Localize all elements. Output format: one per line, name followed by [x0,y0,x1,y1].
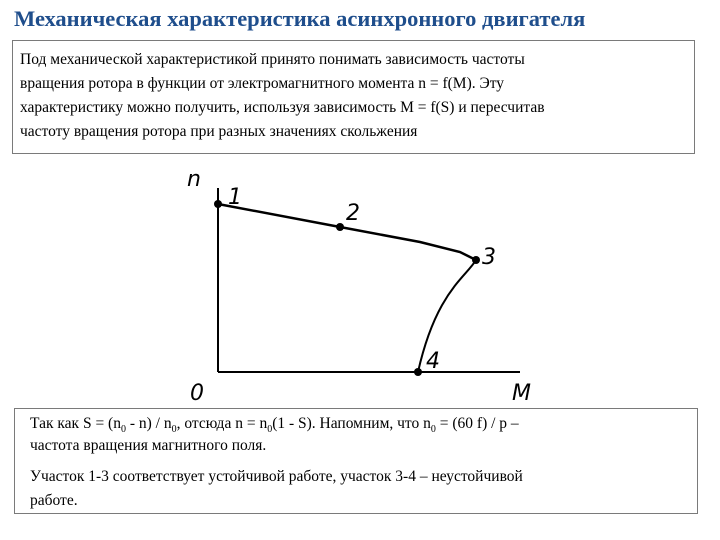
subscript: 0 [430,424,436,436]
formula-paragraph [30,413,690,457]
formula-text: = (60 f) / p – [435,415,519,432]
point-2-label: 2 [346,201,360,226]
y-axis-label: n [187,167,201,192]
intro-line: частоту вращения ротора при разных значениях скольжения [20,123,418,140]
point-1-label: 1 [228,185,242,210]
point-2-marker [336,223,344,231]
formula-text: (1 - S). Напомним, что n [272,415,431,432]
subscript: 0 [120,424,126,436]
section-paragraph [30,465,690,513]
formula-line [30,413,690,435]
intro-line: характеристику можно получить, используя зависимость M = f(S) и пересчитав [20,99,545,116]
mechanical-characteristic-diagram [170,162,550,412]
point-1-marker [214,200,222,208]
section-line: Участок 1-3 соответствует устойчивой работе, участок 3-4 – неустойчивой [30,468,523,485]
intro-line: вращения ротора в функции от электромагнитного момента n = f(M). Эту [20,75,505,92]
point-4-label: 4 [426,349,440,374]
intro-paragraph [20,48,710,144]
point-3-label: 3 [482,245,496,270]
origin-label: 0 [190,381,204,406]
intro-line: Под механической характеристикой принято понимать зависимость частоты [20,51,525,68]
slide-title: Механическая характеристика асинхронного двигателя [14,6,586,31]
subscript: 0 [171,424,177,436]
point-3-marker [472,256,480,264]
formula-text: - n) / n [125,415,172,432]
section-line: работе. [30,492,78,509]
formula-text: Так как S = (n [30,415,121,432]
formula-text: , отсюда n = n [176,415,268,432]
x-axis-label: M [512,381,531,406]
subscript: 0 [267,424,273,436]
formula-line-2: частота вращения магнитного поля. [30,437,267,454]
point-4-marker [414,368,422,376]
